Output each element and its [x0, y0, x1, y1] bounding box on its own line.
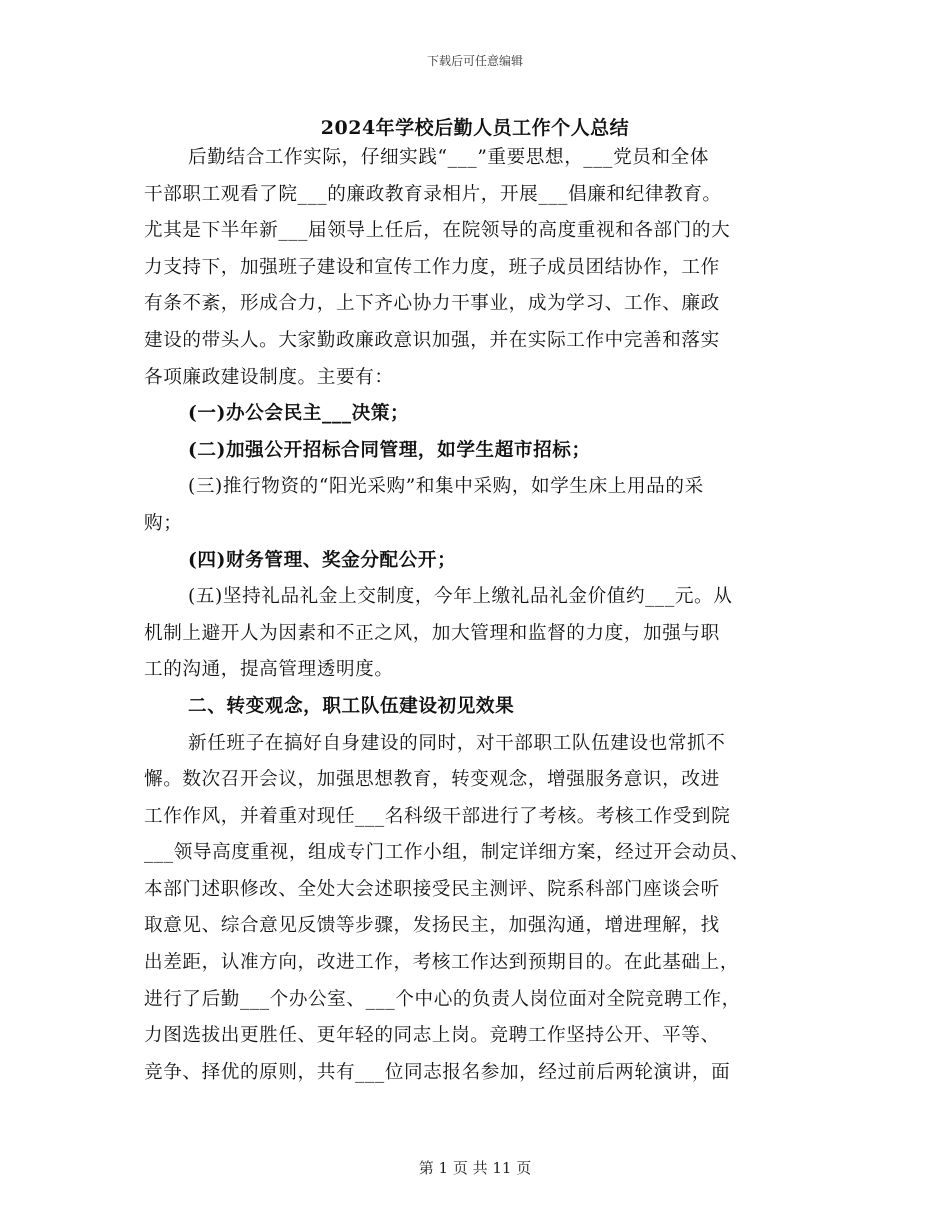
list-item: (一)办公会民主___决策； — [188, 403, 410, 425]
body-line: 出差距，认准方向，改进工作，考核工作达到预期目的。在此基础上， — [144, 952, 740, 974]
body-line: ___领导高度重视，组成专门工作小组，制定详细方案，经过开会动员、 — [144, 842, 750, 864]
body-line: 有条不紊，形成合力，上下齐心协力干事业，成为学习、工作、廉政 — [144, 293, 720, 315]
body-line: 力图选拔出更胜任、更年轻的同志上岗。竞聘工作坚持公开、平等、 — [144, 1025, 720, 1047]
list-item: (四)财务管理、奖金分配公开； — [188, 549, 457, 571]
page-number: 第 1 页 共 11 页 — [418, 1159, 532, 1177]
body-line: 机制上避开人为因素和不正之风，加大管理和监督的力度，加强与职 — [144, 622, 720, 644]
body-line: 后勤结合工作实际，仔细实践“___”重要思想，___党员和全体 — [188, 147, 710, 168]
section-heading: 二、转变观念，职工队伍建设初见效果 — [188, 695, 515, 717]
body-line: 进行了后勤___个办公室、___个中心的负责人岗位面对全院竞聘工作， — [144, 988, 741, 1010]
document-body — [144, 140, 806, 1091]
body-line: 各项廉政建设制度。主要有： — [144, 366, 394, 388]
body-line: 新任班子在搞好自身建设的同时，对干部职工队伍建设也常抓不 — [188, 732, 726, 754]
body-line: 建设的带头人。大家勤政廉政意识加强，并在实际工作中完善和落实 — [144, 329, 720, 351]
list-item: (五)坚持礼品礼金上交制度，今年上缴礼品礼金价值约___元。从 — [188, 586, 733, 608]
body-line: 取意见、综合意见反馈等步骤，发扬民主，加强沟通，增进理解，找 — [144, 915, 720, 937]
body-line: 干部职工观看了院___的廉政教育录相片，开展___倡廉和纪律教育。 — [144, 183, 722, 205]
body-line: 竞争、择优的原则，共有___位同志报名参加，经过前后两轮演讲，面 — [144, 1061, 731, 1083]
header-note: 下载后可任意编辑 — [426, 54, 523, 68]
body-line: 本部门述职修改、全处大会述职接受民主测评、院系科部门座谈会听 — [144, 878, 720, 900]
list-item: (二)加强公开招标合同管理，如学生超市招标； — [188, 439, 591, 461]
body-line: 工的沟通，提高管理透明度。 — [144, 659, 394, 681]
list-item: (三)推行物资的“阳光采购”和集中采购，如学生床上用品的采 — [188, 476, 704, 498]
body-line: 工作作风，并着重对现任___名科级干部进行了考核。考核工作受到院 — [144, 805, 731, 827]
body-line: 懈。数次召开会议，加强思想教育，转变观念，增强服务意识，改进 — [144, 769, 720, 791]
body-line: 力支持下，加强班子建设和宣传工作力度，班子成员团结协作，工作 — [144, 256, 720, 278]
body-line: 购； — [144, 512, 183, 534]
document-title: 2024年学校后勤人员工作个人总结 — [320, 117, 630, 139]
body-line: 尤其是下半年新___届领导上任后，在院领导的高度重视和各部门的大 — [144, 220, 731, 242]
